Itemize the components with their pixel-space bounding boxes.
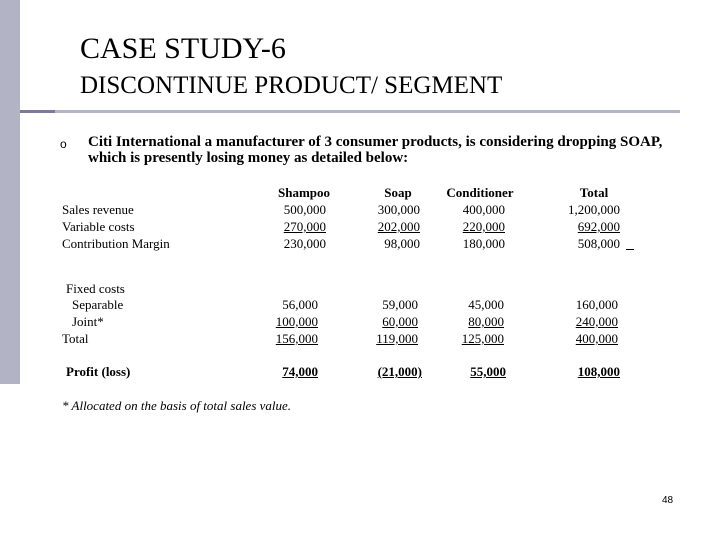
row-label-total: Total (62, 331, 89, 346)
cell-variable-soap: 202,000 (377, 219, 420, 234)
title-divider-accent (20, 110, 55, 113)
cell-total-soap: 119,000 (376, 331, 418, 346)
cell-joint-soap: 60,000 (382, 314, 418, 329)
header-conditioner: Conditioner (446, 185, 514, 200)
cell-profit-soap: (21,000) (377, 364, 422, 379)
cell-variable-total: 692,000 (577, 219, 620, 234)
cell-sales-total: 1,200,000 (568, 202, 620, 217)
row-label-profit: Profit (loss) (66, 364, 131, 379)
cell-contribution-shampoo: 230,000 (283, 236, 326, 251)
cell-separable-shampoo: 56,000 (282, 297, 318, 312)
cell-separable-total: 160,000 (575, 297, 618, 312)
cell-sales-soap: 300,000 (377, 202, 420, 217)
cell-variable-conditioner: 220,000 (462, 219, 505, 234)
slide-title: CASE STUDY-6 (80, 32, 286, 65)
cell-profit-conditioner: 55,000 (470, 364, 506, 379)
bullet-icon: o (60, 137, 67, 151)
cell-joint-shampoo: 100,000 (275, 314, 318, 329)
cell-contribution-total: 508,000 (577, 236, 620, 251)
footnote: * Allocated on the basis of total sales value. (62, 398, 292, 413)
cell-total-total: 400,000 (575, 331, 618, 346)
title-divider (20, 110, 680, 113)
cell-total-shampoo: 156,000 (275, 331, 318, 346)
slide-subtitle: DISCONTINUE PRODUCT/ SEGMENT (80, 72, 503, 99)
row-label-separable: Separable (72, 297, 124, 312)
cell-total-conditioner: 125,000 (461, 331, 504, 346)
cell-separable-conditioner: 45,000 (468, 297, 504, 312)
header-soap: Soap (384, 185, 412, 200)
row-label-fixed: Fixed costs (66, 281, 125, 296)
cell-separable-soap: 59,000 (382, 297, 418, 312)
cell-sales-conditioner: 400,000 (462, 202, 505, 217)
cell-joint-conditioner: 80,000 (468, 314, 504, 329)
cell-variable-shampoo: 270,000 (283, 219, 326, 234)
cell-profit-shampoo: 74,000 (282, 364, 318, 379)
intro-text: Citi International a manufacturer of 3 consumer products, is considering dropping SOAP, which is presently losing money as detailed below: (88, 134, 663, 166)
left-accent-bar (0, 0, 20, 384)
row-label-contribution: Contribution Margin (62, 236, 170, 251)
stray-underline-mark (626, 249, 634, 250)
header-total: Total (579, 185, 609, 200)
row-label-sales: Sales revenue (62, 202, 134, 217)
cell-sales-shampoo: 500,000 (283, 202, 326, 217)
cell-contribution-conditioner: 180,000 (462, 236, 505, 251)
page-number: 48 (662, 495, 674, 506)
row-label-variable: Variable costs (62, 219, 135, 234)
cell-joint-total: 240,000 (575, 314, 618, 329)
header-shampoo: Shampoo (277, 185, 331, 200)
cell-profit-total: 108,000 (577, 364, 620, 379)
row-label-joint: Joint* (72, 314, 104, 329)
cell-contribution-soap: 98,000 (384, 236, 420, 251)
